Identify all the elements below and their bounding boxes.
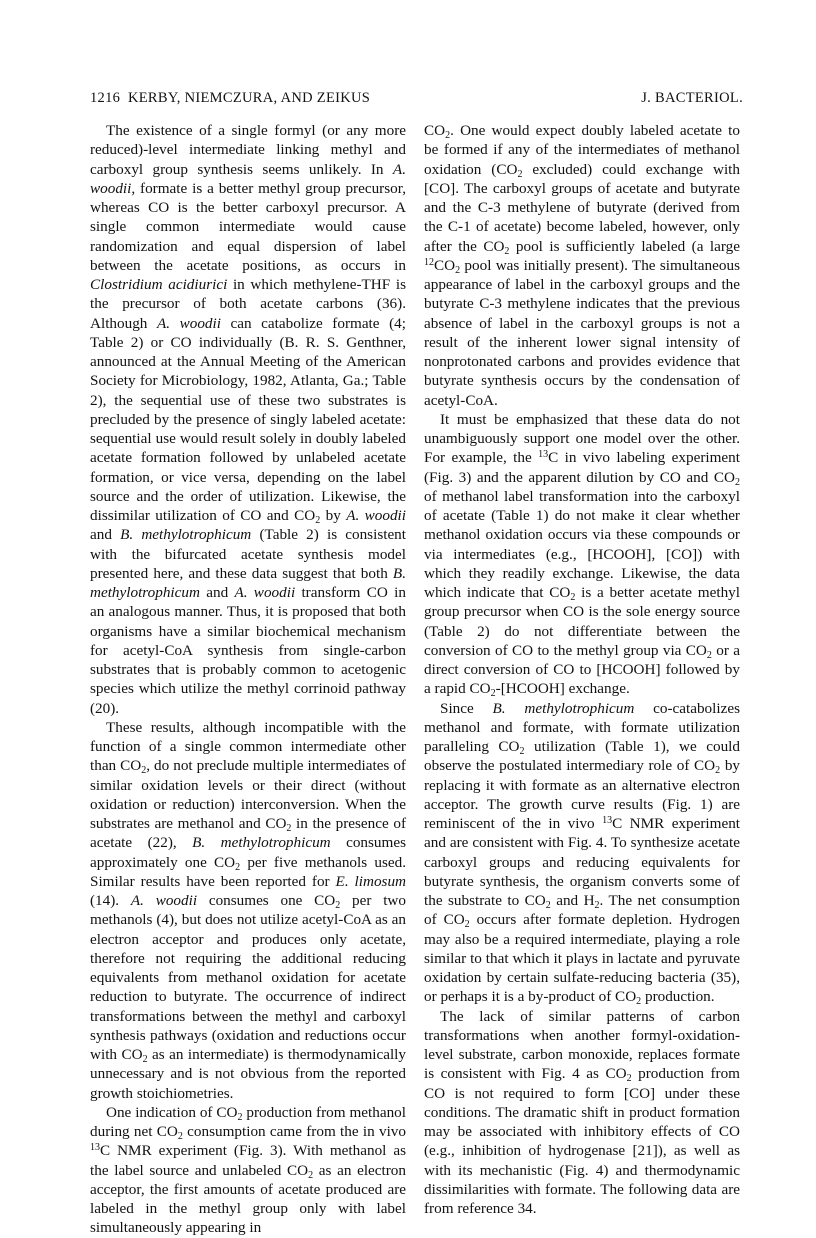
paragraph: These results, although incompatible with the function of a single common intermediate other than $CO_2$, do not preclude multiple intermediates of similar oxidation levels or their direct (without oxidation or reduction) interconversion. When the substrates are methanol and $CO_2$ in the presence of acetate (22), B. methylotrophicum consumes approximately one $CO_2$ per five methanols used. Similar results have been reported for E. limosum (14). A. woodii consumes one $CO_2$ per two methanols (4), but does not utilize acetyl-CoA as an electron acceptor and produces only acetate, therefore not requiring the additional reducing equivalents from methanol oxidation for acetate reduction to butyrate. The occurrence of indirect transformations between the methyl and carboxyl synthesis pathways (oxidation and reductions occur with $CO_2$ as an intermediate) is thermodynamically unnecessary and is not obvious from the reported growth stoichiometries. bbox=[90, 718, 407, 1102]
journal-name: J. BACTERIOL. bbox=[641, 90, 743, 106]
paragraph: The lack of similar patterns of carbon transformations when another formyl-oxidation-level substrate, carbon monoxide, replaces formate is consistent with Fig. 4 as $CO_2$ production from CO is not required to form [CO] under these conditions. The dramatic shift in product formation may be associated with inhibitory effects of CO (e.g., inhibition of hydrogenase [21]), as well as with its mechanistic (Fig. 4) and thermodynamic dissimilarities with formate. The following data are from reference 34. bbox=[424, 1007, 740, 1217]
paragraph: $CO_2$. One would expect doubly labeled acetate to be formed if any of the intermediates of methanol oxidation ($CO_2$ excluded) could exchange with [CO]. The carboxyl groups of acetate and butyrate and the C-3 methylene of butyrate (derived from the C-1 of acetate) become labeled, however, only after the $CO_2$ pool is sufficiently labeled (a large $^{12}CO_2$ pool was initially present). The simultaneous appearance of label in the carboxyl groups and the butyrate C-3 methylene indicates that the previous absence of label in the carboxyl groups is not a result of the inherent lower signal intensity of nonprotonated carbons and provides evidence that butyrate synthesis occurs by the condensation of acetyl-CoA. bbox=[424, 122, 741, 409]
running-header bbox=[90, 90, 743, 112]
running-authors: KERBY, NIEMCZURA, AND ZEIKUS bbox=[128, 90, 371, 106]
page-number: 1216 bbox=[90, 90, 121, 106]
right-column bbox=[424, 121, 740, 1218]
paragraph: One indication of $CO_2$ production from methanol during net $CO_2$ consumption came from the in vivo $^{13}$C NMR experiment (Fig. 3). With methanol as the label source and unlabeled $CO_2$ as an electron acceptor, the first amounts of acetate produced are labeled in the methyl group only with label simultaneously appearing in bbox=[90, 1103, 406, 1237]
left-column bbox=[90, 121, 406, 1238]
paragraph: The existence of a single formyl (or any more reduced)-level intermediate linking methyl and carboxyl group synthesis seems unlikely. In A. woodii, formate is a better methyl group precursor, whereas CO is the better carboxyl precursor. A single common intermediate would cause randomization and equal dispersion of label between the acetate positions, as occurs in Clostridium acidiurici in which methylene-THF is the precursor of both acetate carbons (36). Although A. woodii can catabolize formate (4; Table 2) or CO individually (B. R. S. Genthner, announced at the Annual Meeting of the American Society for Microbiology, 1982, Atlanta, Ga.; Table 2), the sequential use of these two substrates is precluded by the presence of singly labeled acetate: sequential use would result solely in doubly labeled acetate formation followed by unlabeled acetate formation, or vice versa, depending on the label source and the order of utilization. Likewise, the dissimilar utilization of CO and $CO_2$ by A. woodii and B. methylotrophicum (Table 2) is consistent with the bifurcated acetate synthesis model presented here, and these data suggest that both B. methylotrophicum and A. woodii transform CO in an analogous manner. Thus, it is proposed that both organisms have a similar biochemical mechanism for acetyl-CoA synthesis from single-carbon substrates that is probably common to acetogenic species which utilize the methyl corrinoid pathway (20). bbox=[90, 122, 407, 717]
paragraph: Since B. methylotrophicum co-catabolizes methanol and formate, with formate utilization paralleling $CO_2$ utilization (Table 1), we could observe the postulated intermediary role of $CO_2$ by replacing it with formate as an alternative electron acceptor. The growth curve results (Fig. 1) are reminiscent of the in vivo $^{13}$C NMR experiment and are consistent with Fig. 4. To synthesize acetate carboxyl groups and reducing equivalents for butyrate synthesis, the organism converts some of the substrate to $CO_2$ and $H_2$. The net consumption of $CO_2$ occurs after formate depletion. Hydrogen may also be a required intermediate, playing a role similar to that which it plays in lactate and pyruvate oxidation by certain sulfate-reducing bacteria (35), or perhaps it is a by-product of $CO_2$ production. bbox=[424, 699, 741, 1008]
paragraph: It must be emphasized that these data do not unambiguously support one model over the other. For example, the $^{13}$C in vivo labeling experiment (Fig. 3) and the apparent dilution by CO and $CO_2$ of methanol label transformation into the carboxyl of acetate (Table 1) do not make it clear whether methanol oxidation occurs via these compounds or via intermediates (e.g., [HCOOH], [CO]) with which they readily exchange. Likewise, the data which indicate that $CO_2$ is a better acetate methyl group precursor when CO is the sole energy source (Table 2) do not differentiate between the conversion of CO to the methyl group via $CO_2$ or a direct conversion of CO to [HCOOH] followed by a rapid $CO_2-[HCOOH]$ exchange. bbox=[424, 410, 740, 700]
